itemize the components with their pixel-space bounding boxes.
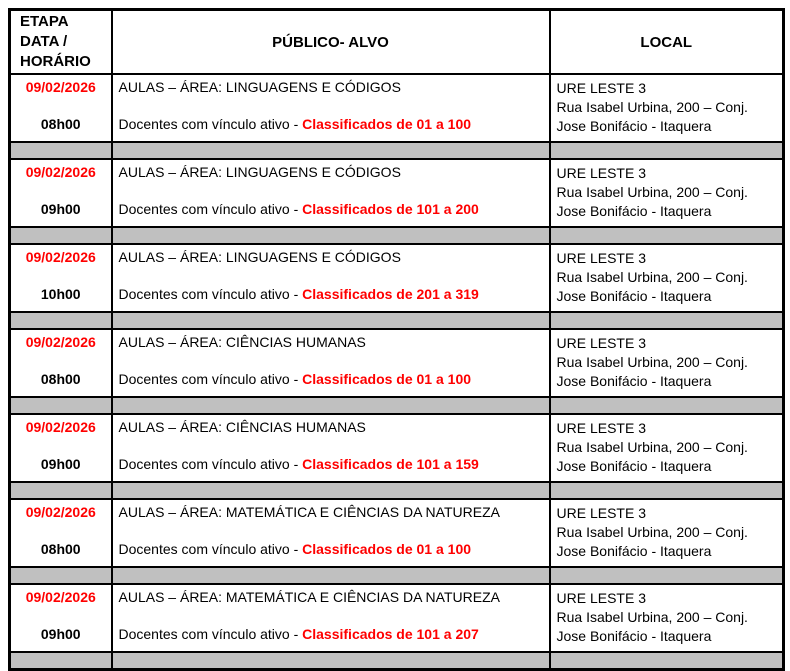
area-text: AULAS – ÁREA: MATEMÁTICA E CIÊNCIAS DA NATUREZA	[118, 589, 500, 605]
local-cell	[550, 499, 784, 567]
separator-cell	[112, 482, 550, 499]
header-publico-alvo: PÚBLICO- ALVO	[112, 10, 550, 75]
date-text: 09/02/2026	[25, 249, 96, 265]
publico-alvo-cell	[112, 244, 550, 312]
local-line-1: URE LESTE 3	[556, 250, 646, 266]
time-text: 09h00	[40, 626, 81, 642]
publico-alvo-cell	[112, 74, 550, 142]
area-text: AULAS – ÁREA: LINGUAGENS E CÓDIGOS	[118, 249, 401, 265]
header-local: LOCAL	[550, 10, 784, 75]
local-line-2: Rua Isabel Urbina, 200 – Conj.	[556, 354, 748, 370]
separator-cell	[112, 397, 550, 414]
separator-row	[10, 567, 784, 584]
local-line-1: URE LESTE 3	[556, 505, 646, 521]
separator-cell	[550, 397, 784, 414]
time-text: 08h00	[40, 116, 81, 132]
local-line-2: Rua Isabel Urbina, 200 – Conj.	[556, 609, 748, 625]
audience-text: Docentes com vínculo ativo -	[118, 371, 303, 387]
local-cell	[550, 74, 784, 142]
separator-cell	[550, 227, 784, 244]
local-line-2: Rua Isabel Urbina, 200 – Conj.	[556, 524, 748, 540]
docentes-line	[119, 456, 543, 472]
audience-text: Docentes com vínculo ativo -	[118, 286, 303, 302]
local-cell	[550, 244, 784, 312]
separator-cell	[550, 567, 784, 584]
local-line-1: URE LESTE 3	[556, 590, 646, 606]
audience-text: Docentes com vínculo ativo -	[118, 626, 303, 642]
docentes-line	[119, 371, 543, 387]
audience-text: Docentes com vínculo ativo -	[118, 116, 303, 132]
separator-cell	[10, 142, 112, 159]
audience-text: Docentes com vínculo ativo -	[118, 541, 303, 557]
classificados-text: Classificados de 201 a 319	[302, 286, 479, 302]
docentes-line	[119, 286, 543, 302]
local-line-3: Jose Bonifácio - Itaquera	[556, 373, 712, 389]
local-line-1: URE LESTE 3	[556, 165, 646, 181]
local-line-2: Rua Isabel Urbina, 200 – Conj.	[556, 184, 748, 200]
docentes-line	[119, 626, 543, 642]
local-line-2: Rua Isabel Urbina, 200 – Conj.	[556, 99, 748, 115]
date-text: 09/02/2026	[25, 164, 96, 180]
local-cell	[550, 159, 784, 227]
separator-cell	[550, 312, 784, 329]
area-text: AULAS – ÁREA: LINGUAGENS E CÓDIGOS	[118, 79, 401, 95]
time-text: 10h00	[40, 286, 81, 302]
docentes-line	[119, 116, 543, 132]
local-line-3: Jose Bonifácio - Itaquera	[556, 543, 712, 559]
table-row	[10, 414, 784, 482]
etapa-cell	[10, 329, 112, 397]
table-row	[10, 499, 784, 567]
etapa-cell	[10, 584, 112, 652]
separator-cell	[10, 482, 112, 499]
date-text: 09/02/2026	[25, 334, 96, 350]
separator-cell	[112, 567, 550, 584]
area-text: AULAS – ÁREA: LINGUAGENS E CÓDIGOS	[118, 164, 401, 180]
time-text: 09h00	[40, 456, 81, 472]
header-row	[10, 10, 784, 75]
separator-cell	[112, 142, 550, 159]
header-etapa-line-1: ETAPA	[20, 13, 69, 30]
audience-text: Docentes com vínculo ativo -	[118, 201, 303, 217]
time-text: 08h00	[40, 371, 81, 387]
separator-cell	[10, 652, 112, 669]
local-line-1: URE LESTE 3	[556, 335, 646, 351]
local-line-3: Jose Bonifácio - Itaquera	[556, 118, 712, 134]
separator-row	[10, 397, 784, 414]
classificados-text: Classificados de 01 a 100	[302, 371, 472, 387]
local-cell	[550, 329, 784, 397]
local-line-2: Rua Isabel Urbina, 200 – Conj.	[556, 439, 748, 455]
separator-row	[10, 482, 784, 499]
separator-row	[10, 142, 784, 159]
separator-cell	[550, 652, 784, 669]
docentes-line	[119, 201, 543, 217]
docentes-line	[119, 541, 543, 557]
table-row	[10, 329, 784, 397]
etapa-cell	[10, 244, 112, 312]
area-text: AULAS – ÁREA: MATEMÁTICA E CIÊNCIAS DA NATUREZA	[118, 504, 500, 520]
separator-cell	[550, 482, 784, 499]
local-cell	[550, 584, 784, 652]
publico-alvo-cell	[112, 414, 550, 482]
publico-alvo-cell	[112, 329, 550, 397]
local-line-1: URE LESTE 3	[556, 80, 646, 96]
date-text: 09/02/2026	[25, 79, 96, 95]
header-etapa-data-horario	[10, 10, 112, 75]
separator-cell	[112, 312, 550, 329]
separator-cell	[10, 312, 112, 329]
publico-alvo-cell	[112, 159, 550, 227]
publico-alvo-cell	[112, 499, 550, 567]
etapa-cell	[10, 74, 112, 142]
convocation-schedule-table	[8, 8, 785, 671]
classificados-text: Classificados de 101 a 207	[302, 626, 479, 642]
header-etapa-line-3: HORÁRIO	[20, 53, 91, 70]
header-etapa-line-2: DATA /	[20, 33, 68, 50]
time-text: 09h00	[40, 201, 81, 217]
local-line-3: Jose Bonifácio - Itaquera	[556, 203, 712, 219]
table-row	[10, 159, 784, 227]
separator-cell	[10, 227, 112, 244]
classificados-text: Classificados de 01 a 100	[302, 541, 472, 557]
etapa-cell	[10, 499, 112, 567]
classificados-text: Classificados de 01 a 100	[302, 116, 472, 132]
date-text: 09/02/2026	[25, 589, 96, 605]
local-line-2: Rua Isabel Urbina, 200 – Conj.	[556, 269, 748, 285]
separator-cell	[112, 227, 550, 244]
etapa-cell	[10, 414, 112, 482]
date-text: 09/02/2026	[25, 504, 96, 520]
classificados-text: Classificados de 101 a 159	[302, 456, 479, 472]
separator-cell	[10, 567, 112, 584]
table-body	[10, 74, 784, 669]
table-row	[10, 244, 784, 312]
table-header	[10, 10, 784, 75]
separator-row	[10, 227, 784, 244]
area-text: AULAS – ÁREA: CIÊNCIAS HUMANAS	[118, 334, 366, 350]
table-row	[10, 584, 784, 652]
audience-text: Docentes com vínculo ativo -	[118, 456, 303, 472]
etapa-cell	[10, 159, 112, 227]
classificados-text: Classificados de 101 a 200	[302, 201, 479, 217]
time-text: 08h00	[40, 541, 81, 557]
local-line-1: URE LESTE 3	[556, 420, 646, 436]
local-line-3: Jose Bonifácio - Itaquera	[556, 288, 712, 304]
table-row	[10, 74, 784, 142]
date-text: 09/02/2026	[25, 419, 96, 435]
separator-cell	[550, 142, 784, 159]
local-cell	[550, 414, 784, 482]
separator-row	[10, 652, 784, 669]
separator-cell	[10, 397, 112, 414]
local-line-3: Jose Bonifácio - Itaquera	[556, 628, 712, 644]
local-line-3: Jose Bonifácio - Itaquera	[556, 458, 712, 474]
separator-cell	[112, 652, 550, 669]
publico-alvo-cell	[112, 584, 550, 652]
area-text: AULAS – ÁREA: CIÊNCIAS HUMANAS	[118, 419, 366, 435]
separator-row	[10, 312, 784, 329]
